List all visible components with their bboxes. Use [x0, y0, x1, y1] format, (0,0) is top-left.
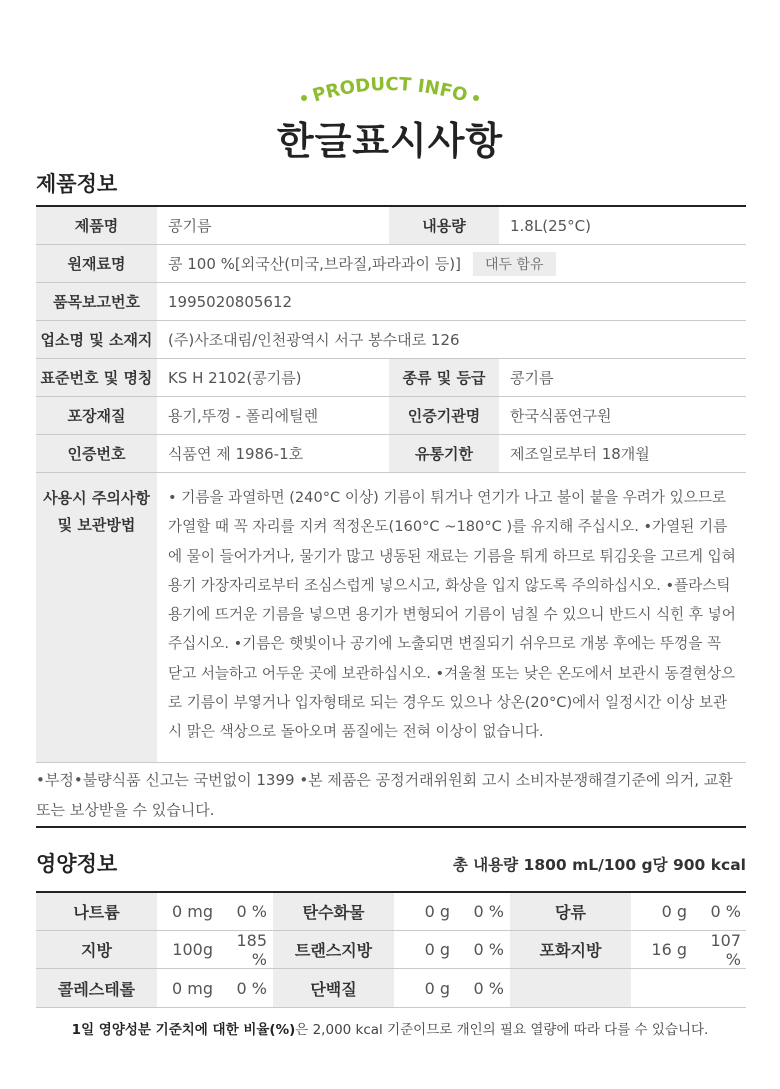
value-company: (주)사조대림/인천광역시 서구 봉수대로 126 [168, 331, 460, 349]
value-volume: 1.8L(25°C) [510, 216, 591, 235]
nutrient-percent: 107 % [710, 930, 741, 969]
nutrient-name: 트랜스지방 [273, 931, 394, 968]
product-info-table [36, 205, 746, 763]
product-info-arc [290, 72, 490, 108]
table-row [36, 321, 746, 359]
table-row [36, 473, 746, 763]
nutrient-amount: 0 mg [171, 902, 213, 921]
nutrient-value [394, 893, 510, 930]
label-grade: 종류 및 등급 [389, 359, 499, 396]
nutrient-percent: 0 % [473, 902, 504, 921]
nutrient-name: 탄수화물 [273, 893, 394, 930]
nutrient-percent: 0 % [236, 902, 267, 921]
nutrient-percent: 0 % [236, 978, 267, 998]
nutrient-amount: 0 mg [171, 978, 213, 998]
dot-left-icon [301, 95, 307, 101]
nutrient-amount: 16 g [651, 940, 687, 959]
table-row [36, 283, 746, 321]
value-report-number: 1995020805612 [168, 292, 293, 311]
nutrient-amount: 0 g [424, 902, 450, 921]
allergen-tag: 대두 함유 [473, 252, 556, 276]
nutrient-value [157, 969, 273, 1007]
nutrient-value [394, 969, 510, 1007]
nutrient-value [631, 931, 747, 968]
value-ingredients [157, 245, 746, 282]
eyebrow-text: PRODUCT INFO [310, 73, 470, 107]
nutrient-percent: 185 % [236, 930, 267, 969]
table-row [36, 207, 746, 245]
label-volume: 내용량 [389, 207, 499, 244]
value-cert-number: 식품연 제 1986-1호 [168, 445, 304, 463]
nutrient-percent: 0 % [710, 902, 741, 921]
page-title: 한글표시사항 [276, 119, 504, 163]
nutrition-table [36, 891, 746, 1008]
label-report-number: 품목보고번호 [36, 283, 157, 320]
table-row [36, 931, 746, 969]
product-info-eyebrow [0, 72, 780, 108]
label-caution [36, 473, 157, 762]
footnote-rest: 은 2,000 kcal 기준이므로 개인의 필요 열량에 따라 다를 수 있습니다. [295, 1022, 709, 1038]
label-expiry: 유통기한 [389, 435, 499, 472]
nutrient-name: 지방 [36, 931, 157, 968]
table-row [36, 397, 746, 435]
label-cert-number: 인증번호 [36, 435, 157, 472]
label-company: 업소명 및 소재지 [36, 321, 157, 358]
label-packaging: 포장재질 [36, 397, 157, 434]
value-standard: KS H 2102(콩기름) [168, 369, 302, 387]
product-section-title: 제품정보 [36, 172, 118, 196]
value-grade: 콩기름 [510, 369, 554, 387]
nutrient-name: 단백질 [273, 969, 394, 1007]
nutrient-name: 나트륨 [36, 893, 157, 930]
value-cert-org: 한국식품연구원 [510, 407, 612, 425]
value-packaging: 용기,뚜껑 - 폴리에틸렌 [168, 407, 319, 425]
table-row [36, 893, 746, 931]
label-ingredients: 원재료명 [36, 245, 157, 282]
nutrient-name: 포화지방 [510, 931, 631, 968]
nutrient-percent: 0 % [473, 940, 504, 959]
nutrient-name-empty [510, 969, 631, 1007]
label-cert-org: 인증기관명 [389, 397, 499, 434]
nutrient-amount: 0 g [661, 902, 687, 921]
value-product-name: 콩기름 [168, 217, 212, 235]
nutrient-value [157, 893, 273, 930]
table-row [36, 435, 746, 473]
footnote-bold: 1일 영양성분 기준치에 대한 비율(%) [71, 1022, 296, 1038]
ingredients-text: 콩 100 %[외국산(미국,브라질,파라과이 등)] [168, 255, 461, 273]
nutrition-totals: 총 내용량 1800 mL/100 g당 900 kcal [452, 856, 746, 874]
table-row [36, 359, 746, 397]
nutrition-section-title: 영양정보 [36, 852, 118, 876]
nutrient-name: 당류 [510, 893, 631, 930]
nutrition-footnote [0, 1018, 780, 1038]
nutrient-value [631, 893, 747, 930]
value-expiry: 제조일로부터 18개월 [510, 445, 650, 463]
nutrient-value [157, 931, 273, 968]
label-standard: 표준번호 및 명칭 [36, 359, 157, 396]
nutrient-percent: 0 % [473, 978, 504, 998]
section-divider [36, 826, 746, 828]
nutrient-amount: 100g [172, 940, 213, 959]
nutrient-value [394, 931, 510, 968]
nutrient-amount: 0 g [424, 940, 450, 959]
dot-right-icon [473, 95, 479, 101]
nutrient-amount: 0 g [424, 978, 450, 998]
label-product-name: 제품명 [36, 207, 157, 244]
table-row [36, 969, 746, 1007]
table-row [36, 245, 746, 283]
report-notice: •부정•불량식품 신고는 국번없이 1399 •본 제품은 공정거래위원회 고시 소비자분쟁해결기준에 의거, 교환 또는 보상받을 수 있습니다. [36, 771, 733, 819]
caution-label-line1: 사용시 주의사항 [43, 489, 150, 507]
nutrient-value-empty [631, 969, 747, 1007]
value-caution: • 기름을 과열하면 (240°C 이상) 기름이 튀거나 연기가 나고 불이 붙을 우려가 있으므로 가열할 때 꼭 자리를 지켜 적정온도(160°C ~180°C )를 유지해 주십시오. •가열된 기름에 물이 들어가거나, 물기가 많고 냉동된 재료는 기름을 튀게 하므로 튀김옷을 고르게 입혀 용기 가장자리로부터 조심스럽게 넣으시고, 화상을 입지 않도록 주의하십시오. •플라스틱 용기에 뜨거운 기름을 넣으면 용기가 변형되어 기름이 넘칠 수 있으니 반드시 식힌 후 넣어 주십시오. •기름은 햇빛이나 공기에 노출되면 변질되기 쉬우므로 개봉 후에는 뚜껑을 꼭 닫고 서늘하고 어두운 곳에 보관하십시오. •겨울철 또는 낮은 온도에서 보관시 동결현상으로 기름이 부옇거나 입자형태로 되는 경우도 있으나 상온(20°C)에서 일정시간 이상 보관 시 맑은 색상으로 돌아오며 품질에는 전혀 이상이 없습니다. [168, 489, 736, 741]
nutrient-name: 콜레스테롤 [36, 969, 157, 1007]
caution-label-line2: 및 보관방법 [57, 516, 136, 534]
